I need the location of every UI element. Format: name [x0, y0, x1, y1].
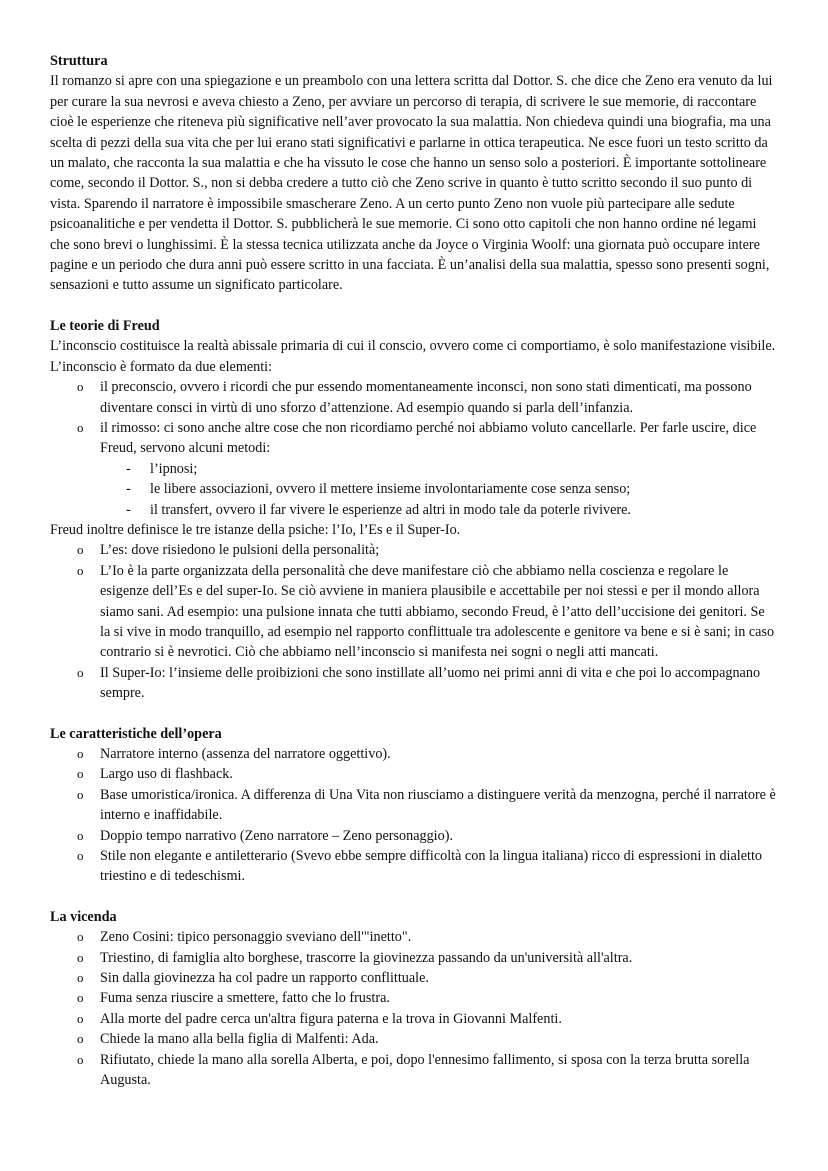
sub-list-item: - il transfert, ovvero il far vivere le esperienze ad altri in modo tale da poterle rivivere.	[50, 500, 778, 520]
list-item: o L’Io è la parte organizzata della personalità che deve manifestare ciò che abbiamo nella coscienza e regolare le esigenze dell’Es e del super-Io. Se ciò avviene in maniera plausibile e accettabile per noi stessi e per il mondo allora siamo sani. Ad esempio: una pulsione innata che tutti abbiamo, secondo Freud, è l’atto dell’uccisione dei genitori. Se la si vive in modo tranquillo, ad esempio nel rapporto conflittuale tra adolescente e genitore va bene e si è sani; in caso contrario si è nevrotici. Ciò che abbiamo nell’inconscio si manifesta nei sogni o negli atti mancati.	[50, 561, 778, 663]
sub-list-item: - le libere associazioni, ovvero il mettere insieme involontariamente cose senza senso;	[50, 479, 778, 499]
list-item-text: il rimosso: ci sono anche altre cose che non ricordiamo perché noi abbiamo voluto cancellarle. Per farle uscire, dice Freud, servono alcuni metodi:	[100, 419, 757, 457]
list-item: o Doppio tempo narrativo (Zeno narratore – Zeno personaggio).	[50, 826, 778, 846]
section-caratteristiche	[50, 724, 778, 887]
section-heading: Le caratteristiche dell’opera	[50, 725, 222, 742]
list-item: o Il Super-Io: l’insieme delle proibizioni che sono instillate all’uomo nei primi anni di vita e che poi lo accompagnano sempre.	[50, 663, 778, 704]
section-heading: Le teorie di Freud	[50, 317, 160, 334]
list-item: o Sin dalla giovinezza ha col padre un rapporto conflittuale.	[50, 968, 778, 988]
list-item: o Rifiutato, chiede la mano alla sorella Alberta, e poi, dopo l'ennesimo fallimento, si sposa con la terza brutta sorella Augusta.	[50, 1050, 778, 1091]
sub-list-item: - l’ipnosi;	[50, 459, 778, 479]
list-item: o Narratore interno (assenza del narratore oggettivo).	[50, 744, 778, 764]
list-item: o Alla morte del padre cerca un'altra figura paterna e la trova in Giovanni Malfenti.	[50, 1009, 778, 1029]
list-item: o Base umoristica/ironica. A differenza di Una Vita non riusciamo a distinguere verità da menzogna, perché il narratore è interno e inaffidabile.	[50, 785, 778, 826]
sub-list	[50, 459, 778, 520]
bullet-list	[50, 377, 778, 520]
list-item: o Triestino, di famiglia alto borghese, trascorre la giovinezza passando da un'università all'altra.	[50, 948, 778, 968]
list-item: o il preconscio, ovvero i ricordi che pur essendo momentaneamente inconsci, non sono stati dimenticati, ma possono diventare consci in virtù di uno sforzo d’attenzione. Ad esempio quando si parla dell’infanzia.	[50, 377, 778, 418]
section-struttura	[50, 51, 778, 296]
bullet-list	[50, 744, 778, 887]
section-heading: La vicenda	[50, 908, 117, 925]
paragraph: L’inconscio costituisce la realtà abissale primaria di cui il conscio, ovvero come ci comportiamo, è solo manifestazione visibile. L’inconscio è formato da due elementi:	[50, 338, 776, 375]
section-freud	[50, 316, 778, 704]
list-item: o Chiede la mano alla bella figlia di Malfenti: Ada.	[50, 1029, 778, 1049]
list-item: o Fuma senza riuscire a smettere, fatto che lo frustra.	[50, 988, 778, 1008]
bullet-list	[50, 927, 778, 1090]
section-heading: Struttura	[50, 53, 108, 69]
list-item: o L’es: dove risiedono le pulsioni della personalità;	[50, 540, 778, 560]
list-item: o Largo uso di flashback.	[50, 764, 778, 784]
list-item	[50, 418, 778, 520]
list-item: o Stile non elegante e antiletterario (Svevo ebbe sempre difficoltà con la lingua italiana) ricco di espressioni in dialetto triestino e di tedeschismi.	[50, 846, 778, 887]
bullet-list	[50, 540, 778, 703]
paragraph: Freud inoltre definisce le tre istanze della psiche: l’Io, l’Es e il Super-Io.	[50, 521, 461, 538]
paragraph: Il romanzo si apre con una spiegazione e un preambolo con una lettera scritta dal Dottor. S. che dice che Zeno era venuto da lui per curare la sua nevrosi e aveva chiesto a Zeno, per avviare un percorso di terapia, di scrivere le sue memorie, di raccontare cioè le esperienze che riteneva più significative nell’aver provocato la sua malattia. Non chiedeva quindi una biografia, ma una scelta di pezzi della sua vita che per lui erano stati significativi e parlarne in ottica terapeutica. Ne esce fuori un testo scritto da un malato, che racconta la sua malattia e che ha vissuto le cose che hanno un senso solo a posteriori. È importante sottolineare come, secondo il Dottor. S., non si debba credere a tutto ciò che Zeno scrive in quanto è tutto scritto secondo il suo punto di vista. Sparendo il narratore è impossibile smascherare Zeno. A un certo punto Zeno non vuole più partecipare alle sedute psicoanalitiche e per vendetta il Dottor. S. pubblicherà le sue memorie. Ci sono otto capitoli che non hanno ordine né legami che sono brevi o lunghissimi. È la stessa tecnica utilizzata anche da Joyce o Virginia Woolf: una giornata può occupare intere pagine e un periodo che dura anni può essere scritto in una facciata. È un’analisi della sua malattia, spesso sono presenti sogni, sensazioni e tutto assume un significato particolare.	[50, 73, 773, 294]
section-vicenda	[50, 907, 778, 1091]
list-item: o Zeno Cosini: tipico personaggio sveviano dell'"inetto".	[50, 927, 778, 947]
